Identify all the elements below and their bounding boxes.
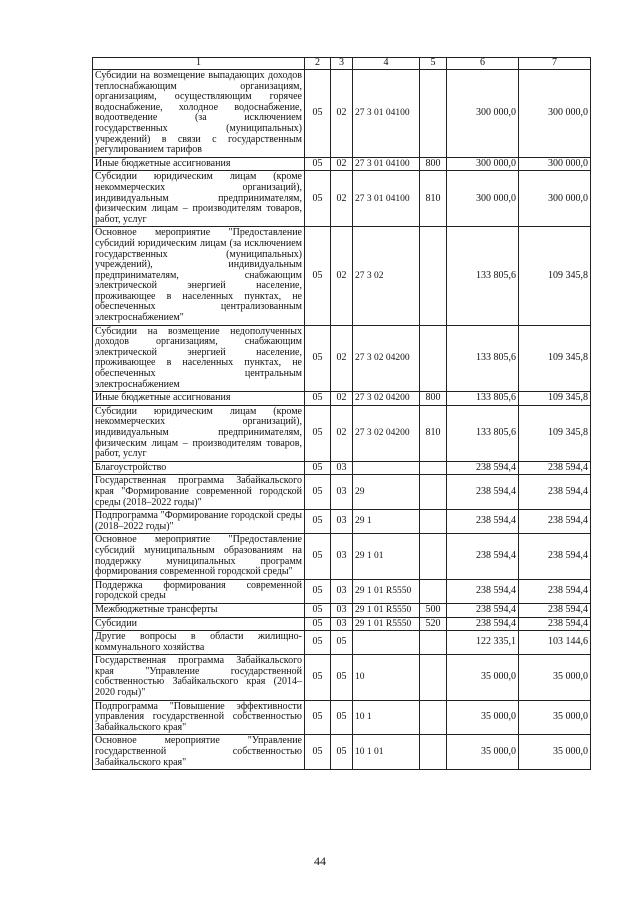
row-subsection-cell: 02: [331, 227, 353, 325]
row-amount-year1-cell: 133 805,6: [447, 227, 519, 325]
row-expense-type-cell: [420, 534, 447, 579]
row-target-article-cell: 29 1: [353, 510, 420, 534]
row-target-article-cell: 27 3 01 04100: [353, 70, 420, 158]
row-name-cell: Подпрограмма "Формирование городской среды (2018–2022 годы)": [93, 510, 305, 534]
table-row: [93, 534, 591, 579]
row-amount-year1-cell: 238 594,4: [447, 534, 519, 579]
row-expense-type-cell: 800: [420, 392, 447, 406]
row-amount-year2-cell: 300 000,0: [519, 70, 591, 158]
table-row: [93, 475, 591, 510]
row-amount-year2-cell: 109 345,8: [519, 392, 591, 406]
row-subsection-cell: 03: [331, 510, 353, 534]
row-amount-year2-cell: 238 594,4: [519, 461, 591, 475]
row-name-cell: Межбюджетные трансферты: [93, 603, 305, 617]
row-amount-year1-cell: 35 000,0: [447, 735, 519, 770]
row-amount-year2-cell: 109 345,8: [519, 325, 591, 392]
row-expense-type-cell: [420, 579, 447, 603]
row-section-cell: 05: [305, 655, 331, 700]
row-amount-year2-cell: 238 594,4: [519, 603, 591, 617]
row-amount-year1-cell: 238 594,4: [447, 603, 519, 617]
row-name-cell: Иные бюджетные ассигнования: [93, 157, 305, 171]
table-row: [93, 700, 591, 735]
row-amount-year2-cell: 238 594,4: [519, 510, 591, 534]
row-section-cell: 05: [305, 700, 331, 735]
table-row: [93, 510, 591, 534]
row-amount-year2-cell: 238 594,4: [519, 534, 591, 579]
row-target-article-cell: 27 3 01 04100: [353, 157, 420, 171]
row-section-cell: 05: [305, 617, 331, 631]
row-amount-year1-cell: 238 594,4: [447, 461, 519, 475]
row-section-cell: 05: [305, 461, 331, 475]
row-amount-year2-cell: 35 000,0: [519, 655, 591, 700]
row-section-cell: 05: [305, 603, 331, 617]
row-section-cell: 05: [305, 70, 331, 158]
row-name-cell: Поддержка формирования современной городской среды: [93, 579, 305, 603]
row-target-article-cell: 29 1 01 R5550: [353, 617, 420, 631]
row-subsection-cell: 03: [331, 617, 353, 631]
row-subsection-cell: 05: [331, 655, 353, 700]
table-row: [93, 405, 591, 461]
row-amount-year1-cell: 238 594,4: [447, 617, 519, 631]
row-target-article-cell: 27 3 02 04200: [353, 325, 420, 392]
row-section-cell: 05: [305, 227, 331, 325]
row-name-cell: Субсидии: [93, 617, 305, 631]
row-expense-type-cell: [420, 461, 447, 475]
row-target-article-cell: 10: [353, 655, 420, 700]
row-subsection-cell: 05: [331, 700, 353, 735]
table-row: [93, 325, 591, 392]
row-target-article-cell: 27 3 02 04200: [353, 405, 420, 461]
row-subsection-cell: 03: [331, 603, 353, 617]
row-section-cell: 05: [305, 157, 331, 171]
row-name-cell: Основное мероприятие "Предоставление субсидий муниципальным образованиям на поддержку муниципальных программ формирования современной городской среды": [93, 534, 305, 579]
row-subsection-cell: 03: [331, 461, 353, 475]
row-amount-year1-cell: 133 805,6: [447, 392, 519, 406]
row-amount-year1-cell: 238 594,4: [447, 510, 519, 534]
row-target-article-cell: 29 1 01: [353, 534, 420, 579]
row-amount-year2-cell: 35 000,0: [519, 700, 591, 735]
row-target-article-cell: 27 3 01 04100: [353, 171, 420, 227]
table-body: [93, 70, 591, 770]
row-amount-year1-cell: 300 000,0: [447, 70, 519, 158]
row-name-cell: Субсидии юридическим лицам (кроме некоммерческих организаций), индивидуальным предпринимателям, физическим лицам – производителям товаров, работ, услуг: [93, 405, 305, 461]
row-section-cell: 05: [305, 325, 331, 392]
table-row: [93, 735, 591, 770]
row-target-article-cell: 10 1 01: [353, 735, 420, 770]
row-expense-type-cell: 500: [420, 603, 447, 617]
header-col-7: 7: [519, 58, 591, 70]
header-col-2: 2: [305, 58, 331, 70]
row-name-cell: Основное мероприятие "Управление государственной собственностью Забайкальского края": [93, 735, 305, 770]
row-name-cell: Благоустройство: [93, 461, 305, 475]
row-amount-year2-cell: 109 345,8: [519, 227, 591, 325]
row-target-article-cell: [353, 631, 420, 655]
row-section-cell: 05: [305, 510, 331, 534]
row-subsection-cell: 02: [331, 157, 353, 171]
row-amount-year2-cell: 35 000,0: [519, 735, 591, 770]
row-expense-type-cell: [420, 510, 447, 534]
row-name-cell: Основное мероприятие "Предоставление субсидий юридическим лицам (за исключением государственных (муниципальных) учреждений), индивидуальным предпринимателям, снабжающим электрической энергией население, проживающее в населенных пунктах, не обеспеченных централизованным электроснабжением": [93, 227, 305, 325]
row-expense-type-cell: [420, 631, 447, 655]
row-expense-type-cell: [420, 735, 447, 770]
row-amount-year1-cell: 133 805,6: [447, 405, 519, 461]
row-section-cell: 05: [305, 171, 331, 227]
row-expense-type-cell: 520: [420, 617, 447, 631]
row-expense-type-cell: [420, 325, 447, 392]
table-row: [93, 461, 591, 475]
row-amount-year2-cell: 238 594,4: [519, 617, 591, 631]
row-section-cell: 05: [305, 735, 331, 770]
row-name-cell: Государственная программа Забайкальского края "Управление государственной собственностью Забайкальского края (2014–2020 годы)": [93, 655, 305, 700]
row-subsection-cell: 05: [331, 735, 353, 770]
table-row: [93, 171, 591, 227]
row-amount-year1-cell: 35 000,0: [447, 700, 519, 735]
row-amount-year1-cell: 238 594,4: [447, 579, 519, 603]
row-name-cell: Другие вопросы в области жилищно-коммунального хозяйства: [93, 631, 305, 655]
row-amount-year1-cell: 238 594,4: [447, 475, 519, 510]
table-row: [93, 70, 591, 158]
row-amount-year1-cell: 300 000,0: [447, 171, 519, 227]
row-subsection-cell: 02: [331, 171, 353, 227]
table-row: [93, 392, 591, 406]
row-target-article-cell: [353, 461, 420, 475]
row-subsection-cell: 02: [331, 392, 353, 406]
row-subsection-cell: 03: [331, 534, 353, 579]
row-expense-type-cell: [420, 70, 447, 158]
row-target-article-cell: 29: [353, 475, 420, 510]
row-target-article-cell: 10 1: [353, 700, 420, 735]
row-target-article-cell: 27 3 02: [353, 227, 420, 325]
row-section-cell: 05: [305, 405, 331, 461]
row-section-cell: 05: [305, 392, 331, 406]
table-row: [93, 603, 591, 617]
row-expense-type-cell: [420, 475, 447, 510]
row-section-cell: 05: [305, 534, 331, 579]
row-amount-year2-cell: 300 000,0: [519, 171, 591, 227]
row-subsection-cell: 02: [331, 325, 353, 392]
row-expense-type-cell: 810: [420, 405, 447, 461]
row-section-cell: 05: [305, 579, 331, 603]
header-col-1: 1: [93, 58, 305, 70]
row-amount-year1-cell: 133 805,6: [447, 325, 519, 392]
table-row: [93, 227, 591, 325]
row-amount-year2-cell: 109 345,8: [519, 405, 591, 461]
row-amount-year2-cell: 238 594,4: [519, 579, 591, 603]
row-expense-type-cell: 810: [420, 171, 447, 227]
row-amount-year1-cell: 122 335,1: [447, 631, 519, 655]
row-amount-year2-cell: 300 000,0: [519, 157, 591, 171]
row-target-article-cell: 27 3 02 04200: [353, 392, 420, 406]
row-expense-type-cell: [420, 227, 447, 325]
row-target-article-cell: 29 1 01 R5550: [353, 603, 420, 617]
header-col-3: 3: [331, 58, 353, 70]
row-name-cell: Государственная программа Забайкальского края "Формирование современной городской среды (2018–2022 годы)": [93, 475, 305, 510]
table-row: [93, 157, 591, 171]
row-expense-type-cell: 800: [420, 157, 447, 171]
row-subsection-cell: 03: [331, 579, 353, 603]
header-col-6: 6: [447, 58, 519, 70]
table-row: [93, 631, 591, 655]
header-col-5: 5: [420, 58, 447, 70]
row-subsection-cell: 03: [331, 475, 353, 510]
row-name-cell: Субсидии на возмещение недополученных доходов организациям, снабжающим электрической энергией население, проживающее в населенных пунктах, не обеспеченных центральным электроснабжением: [93, 325, 305, 392]
page-number: 44: [314, 854, 326, 868]
row-name-cell: Субсидии юридическим лицам (кроме некоммерческих организаций), индивидуальным предпринимателям, физическим лицам – производителям товаров, работ, услуг: [93, 171, 305, 227]
table-header-row: [93, 58, 591, 70]
header-col-4: 4: [353, 58, 420, 70]
budget-table: [92, 57, 591, 770]
row-section-cell: 05: [305, 631, 331, 655]
row-name-cell: Подпрограмма "Повышение эффективности управления государственной собственностью Забайкальского края": [93, 700, 305, 735]
row-amount-year1-cell: 35 000,0: [447, 655, 519, 700]
row-amount-year2-cell: 103 144,6: [519, 631, 591, 655]
table-row: [93, 655, 591, 700]
row-name-cell: Иные бюджетные ассигнования: [93, 392, 305, 406]
row-section-cell: 05: [305, 475, 331, 510]
row-expense-type-cell: [420, 655, 447, 700]
row-amount-year1-cell: 300 000,0: [447, 157, 519, 171]
row-subsection-cell: 02: [331, 70, 353, 158]
table-row: [93, 617, 591, 631]
row-name-cell: Субсидии на возмещение выпадающих доходов теплоснабжающим организациям, организациям, осуществляющим горячее водоснабжение, холодное водоснабжение, водоотведение (за исключением государственных (муниципальных) учреждений) в связи с государственным регулированием тарифов: [93, 70, 305, 158]
row-amount-year2-cell: 238 594,4: [519, 475, 591, 510]
row-subsection-cell: 05: [331, 631, 353, 655]
row-subsection-cell: 02: [331, 405, 353, 461]
row-expense-type-cell: [420, 700, 447, 735]
table-row: [93, 579, 591, 603]
row-target-article-cell: 29 1 01 R5550: [353, 579, 420, 603]
